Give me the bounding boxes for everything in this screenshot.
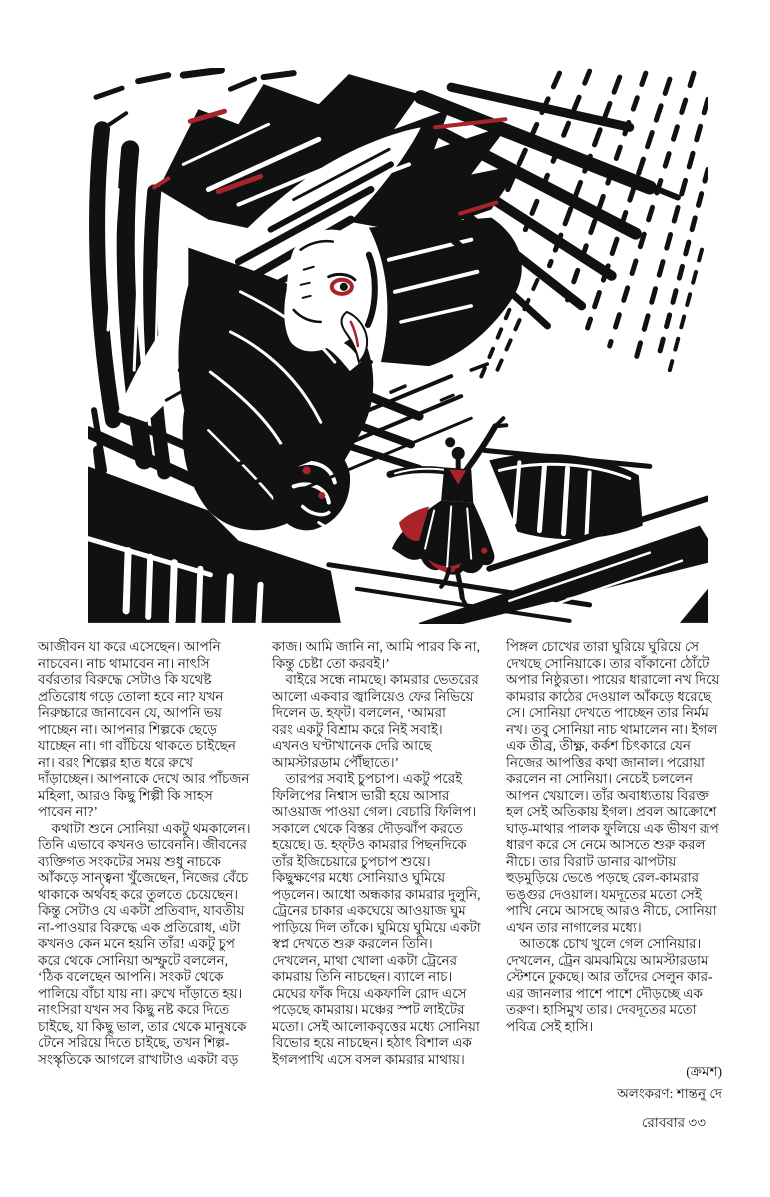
- text-line: তাঁর ইজিচেয়ারে চুপচাপ শুয়ে।: [272, 853, 431, 869]
- text-line: সে। সোনিয়া দেখতে পাচ্ছেন তার নির্মম: [506, 705, 709, 720]
- text-line: ব্যক্তিগত সংকটের সময় শুধু নাচকে: [38, 853, 221, 869]
- text-line: নাৎসিরা যখন সব কিছু নষ্ট করে দিতে: [38, 1002, 230, 1017]
- text-line: সংস্কৃতিকে আগলে রাখাটাও একটা বড়: [38, 1051, 239, 1067]
- text-line: থাকাকে অর্থবহ করে তুলতে চেয়েছেন।: [38, 886, 239, 902]
- text-line: এখনও ঘণ্টাখানেক দেরি আছে: [272, 738, 432, 753]
- text-line: স্বপ্ন দেখতে শুরু করলেন তিনি।: [272, 936, 433, 951]
- text-line: এখন তার নাগালের মধ্যে।: [506, 919, 642, 935]
- article-text-columns: [38, 639, 722, 1068]
- text-line: নখ। তবু সোনিয়া নাচ থামালেন না। ইগল: [506, 721, 718, 737]
- text-line: পড়েছে কামরায়। মঞ্চের স্পট লাইটের: [272, 1002, 465, 1017]
- text-line: তিনি এভাবে কখনও ভাবেননি। জীবনের: [38, 837, 247, 852]
- text-line: বাইরে সন্ধে নামছে। কামরার ভেতরের: [272, 672, 479, 687]
- text-line: নীচে। তার বিরাট ডানার ঝাপটায়: [506, 853, 677, 869]
- text-line: হুড়মুড়িয়ে ভেঙে পড়ছে রেল-কামরার: [506, 870, 700, 885]
- text-line: নিরুচ্চারে জানাবেন যে, আপনি ভয়: [38, 705, 222, 720]
- text-column-1: [38, 639, 254, 1068]
- text-line: ইগলপাখি এসে বসল কামরার মাথায়।: [272, 1051, 465, 1067]
- text-line: আপন খেয়ালে। তাঁর অবাধ্যতায় বিরক্ত: [506, 787, 709, 803]
- text-line: বর্বরতার বিরুদ্ধে সেটাও কি যথেষ্ট: [38, 672, 212, 687]
- woodcut-eagle-illustration-svg: [88, 68, 708, 624]
- text-line: কামরায় তিনি নাচছেন। ব্যালে নাচ।: [272, 969, 453, 984]
- text-line: ফিলিপের নিশ্বাস ভারী হয়ে আসার: [272, 787, 450, 803]
- text-line: আতঙ্কে চোখ খুলে গেল সোনিয়ার।: [506, 936, 702, 951]
- text-line: এক তীব্র, তীক্ষ্ণ, কর্কশ চিৎকারে যেন: [506, 738, 691, 753]
- text-line: কামরার কাঠের দেওয়াল আঁকড়ে ধরেছে: [506, 688, 712, 704]
- text-line: কখনও কেন মনে হয়নি তাঁর! একটু চুপ: [38, 936, 235, 951]
- text-line: এর জানলার পাশে পাশে দৌড়চ্ছে এক: [506, 985, 703, 1001]
- text-line: দাঁড়াচ্ছেন। আপনাকে দেখে আর পাঁচজন: [38, 771, 250, 786]
- text-line: নিজের আপত্তির কথা জানাল। পরোয়া: [506, 754, 705, 770]
- text-line: পাখি নেমে আসছে আরও নীচে, সোনিয়া: [506, 903, 717, 918]
- text-line: কিন্তু সেটাও যে একটা প্রতিবাদ, যাবতীয়: [38, 903, 245, 918]
- text-line: যাচ্ছেন না। গা বাঁচিয়ে থাকতে চাইছেন: [38, 738, 236, 753]
- text-line: কাজ। আমি জানি না, আমি পারব কি না,: [272, 639, 481, 654]
- text-line: না। বরং শিল্পের হাত ধরে রুখে: [38, 754, 193, 770]
- text-line: পড়লেন। আধো অন্ধকার কামরার দুলুনি,: [272, 886, 481, 902]
- continued-marker: (ক্রমশ): [686, 1064, 722, 1079]
- text-line: তারপর সবাই চুপচাপ। একটু পরেই: [272, 771, 463, 786]
- text-line: কিছুক্ষণের মধ্যে সোনিয়াও ঘুমিয়ে: [272, 870, 446, 885]
- text-line: বিভোর হয়ে নাচছেন। হঠাৎ বিশাল এক: [272, 1035, 472, 1050]
- text-line: করে থেকে সোনিয়া অস্ফুটে বললেন,: [38, 952, 229, 968]
- text-line: আমস্টারডাম পৌঁছাতে।’: [272, 754, 400, 770]
- text-line: আঁকড়ে সান্ত্বনা খুঁজেছেন, নিজের বেঁচে: [38, 870, 249, 885]
- text-line: বরং একটু বিশ্রাম করে নিই সবাই।: [272, 721, 443, 737]
- illustration-credit: অলংকরণ: শান্তনু দে: [617, 1086, 722, 1101]
- text-line: ট্রেনের চাকার একঘেয়ে আওয়াজ ঘুম: [272, 903, 466, 918]
- text-line: ভঙ্গুর দেওয়াল। যমদূতের মতো সেই: [506, 886, 702, 902]
- text-line: ঘাড়-মাথার পালক ফুলিয়ে এক ভীষণ রূপ: [506, 820, 719, 836]
- text-line: পাড়িয়ে দিল তাঁকে। ঘুমিয়ে ঘুমিয়ে একটা: [272, 919, 481, 935]
- page-footer: রোববার ৩৩: [641, 1115, 706, 1130]
- text-line: কথাটা শুনে সোনিয়া একটু থমকালেন।: [38, 820, 251, 836]
- text-line: প্রতিরোধ গড়ে তোলা হবে না? যখন: [38, 688, 224, 704]
- text-line: করলেন না সোনিয়া। নেচেই চললেন: [506, 771, 693, 786]
- text-line: চাইছে, যা কিছু ভাল, তার থেকে মানুষকে: [38, 1018, 247, 1034]
- text-line: পবিত্র সেই হাসি।: [506, 1018, 594, 1034]
- text-line: দিলেন ড. হফ্‌ট। বললেন, ‘আমরা: [272, 705, 446, 720]
- text-line: না-পাওয়ার বিরুদ্ধে এক প্রতিরোধ, এটা: [38, 919, 241, 935]
- text-line: স্টেশনে ঢুকছে। আর তাঁদের সেলুন কার-: [506, 969, 713, 984]
- text-line: পাবেন না?’: [38, 804, 98, 819]
- text-line: ধারণ করে সে নেমে আসতে শুরু করল: [506, 837, 706, 852]
- text-line: নাচবেন। নাচ থামাবেন না। নাৎসি: [38, 655, 210, 671]
- text-line: অপার নিষ্ঠুরতা। পায়ের ধারালো নখ দিয়ে: [506, 672, 720, 687]
- text-line: হয়েছে। ড. হফ্‌টও কামরার পিছনদিকে: [272, 837, 467, 852]
- text-line: পালিয়ে বাঁচা যায় না। রুখে দাঁড়াতে হয়।: [38, 985, 243, 1001]
- text-line: দেখলেন, মাথা খোলা একটা ট্রেনের: [272, 952, 458, 968]
- text-line: দেখছে সোনিয়াকে। তার বাঁকানো ঠোঁটে: [506, 655, 710, 671]
- text-line: হল সেই অতিকায় ইগল। প্রবল আক্রোশে: [506, 804, 717, 819]
- text-line: আলো একবার জ্বালিয়েও ফের নিভিয়ে: [272, 688, 474, 704]
- text-line: পিঙ্গল চোখের তারা ঘুরিয়ে ঘুরিয়ে সে: [506, 639, 700, 654]
- text-line: তরুণ। হাসিমুখ তার। দেবদূতের মতো: [506, 1002, 697, 1017]
- text-line: টেনে সরিয়ে দিতে চাইছে, তখন শিল্প-: [38, 1035, 230, 1050]
- text-line: দেখলেন, ট্রেন ঝমঝমিয়ে আমস্টারডাম: [506, 952, 709, 968]
- text-column-3: [506, 639, 722, 1068]
- text-line: কিন্তু চেষ্টা তো করবই।’: [272, 655, 390, 671]
- text-line: আওয়াজ পাওয়া গেল। বেচারি ফিলিপ।: [272, 804, 477, 819]
- eagle-ballerina-illustration: [88, 68, 708, 624]
- text-line: মেঘের ফাঁক দিয়ে একফালি রোদ এসে: [272, 985, 467, 1001]
- text-line: মহিলা, আরও কিছু শিল্পী কি সাহস: [38, 787, 213, 803]
- text-line: পাচ্ছেন না। আপনার শিল্পকে ছেড়ে: [38, 721, 218, 737]
- text-line: মতো। সেই আলোকবৃত্তের মধ্যে সোনিয়া: [272, 1018, 480, 1034]
- text-line: ‘ঠিক বলেছেন আপনি। সংকট থেকে: [38, 969, 224, 984]
- text-column-2: [272, 639, 488, 1068]
- text-line: আজীবন যা করে এসেছেন। আপনি: [38, 639, 221, 654]
- text-line: সকালে থেকে বিস্তর দৌড়ঝাঁপ করতে: [272, 820, 463, 836]
- article-endmatter: [506, 1062, 722, 1104]
